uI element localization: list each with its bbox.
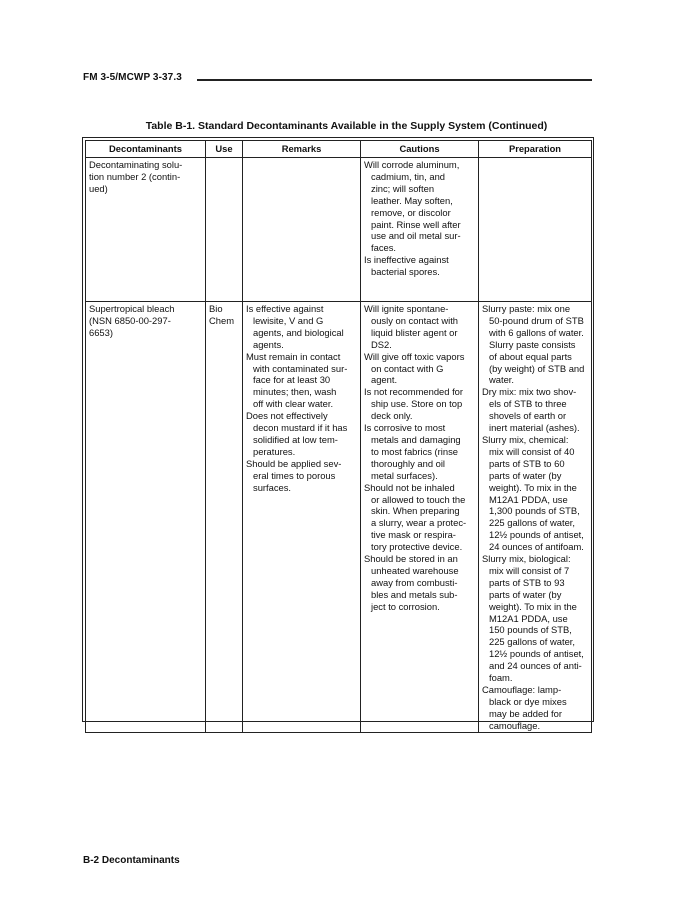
remark-entry: Must remain in contact with contaminated sur- face for at least 30 minutes; then, wash off with clear water. [246,350,348,410]
preparation-entry: Slurry mix, chemical: mix will consist of 40 parts of STB to 60 parts of water (by weight). To mix in the M12A1 PDDA, use 1,300 pounds of STB, 225 gallons of water, 12½ pounds of antiset, 24 ounces of antifoam. [482,433,584,553]
preparation-cell [479,302,592,733]
use-value: Bio Chem [209,303,235,326]
preparation-entry: Slurry paste: mix one 50-pound drum of STB with 6 gallons of water. Slurry paste consists of about equal parts (by weight) of STB and water. [482,303,585,386]
decontaminants-table-frame [82,137,594,731]
caution-entry: Will ignite spontane- ously on contact with liquid blister agent or DS2. [364,303,459,350]
preparation-cell [479,158,592,302]
page-footer: B-2 Decontaminants [83,855,180,866]
decontaminant-cell [86,302,206,733]
caution-entry: Should be stored in an unheated warehouse away from combusti- bles and metals sub- ject to corrosion. [364,553,459,612]
remarks-cell [243,158,361,302]
header-rule [197,79,592,81]
column-header: Remarks [243,141,361,158]
preparation-entry: Camouflage: lamp- black or dye mixes may be added for camouflage. [482,684,567,731]
decontaminant-name: Decontaminating solu- tion number 2 (contin- ued) [89,159,183,194]
remark-entry: Should be applied sev- eral times to porous surfaces. [246,457,342,493]
table-row [86,302,592,733]
preparation-entry: Slurry mix, biological: mix will consist of 7 parts of STB to 93 parts of water (by weight). To mix in the M12A1 PDDA, use 150 pounds of STB, 225 gallons of water, 12½ pounds of antiset, and 24 ounces of anti- foam. [482,553,584,684]
cautions-cell [361,302,479,733]
caution-entry: Will corrode aluminum, cadmium, tin, and zinc; will soften leather. May soften, remove, or discolor paint. Rinse well after use and oil metal sur- faces. [364,159,461,254]
cautions-cell [361,158,479,302]
column-header: Preparation [479,141,592,158]
column-header: Decontaminants [86,141,206,158]
column-header: Cautions [361,141,479,158]
decontaminant-name: Supertropical bleach (NSN 6850-00-297- 6653) [89,303,175,338]
caution-entry: Is ineffective against bacterial spores. [364,254,449,278]
use-cell [206,158,243,302]
decontaminants-table [85,140,592,733]
caution-entry: Will give off toxic vapors on contact with G agent. [364,350,465,386]
remark-entry: Is effective against lewisite, V and G agents, and biological agents. [246,303,344,350]
table-caption: Table B-1. Standard Decontaminants Available in the Supply System (Continued) [145,120,548,132]
remark-entry: Does not effectively decon mustard if it has solidified at low tem- peratures. [246,410,348,457]
use-cell [206,302,243,733]
caution-entry: Should not be inhaled or allowed to touch the skin. When preparing a slurry, wear a protec- tive mask or respira- tory protective device. [364,481,467,553]
column-header: Use [206,141,243,158]
remarks-cell [243,302,361,733]
caution-entry: Is corrosive to most metals and damaging to most fabrics (rinse thoroughly and oil metal surfaces). [364,422,461,481]
running-header: FM 3-5/MCWP 3-37.3 [83,72,182,83]
decontaminant-cell [86,158,206,302]
preparation-entry: Dry mix: mix two shov- els of STB to three shovels of earth or inert material (ashes). [482,386,580,434]
caution-entry: Is not recommended for ship use. Store on top deck only. [364,386,464,422]
table-row [86,158,592,302]
table-header-row [86,141,592,158]
